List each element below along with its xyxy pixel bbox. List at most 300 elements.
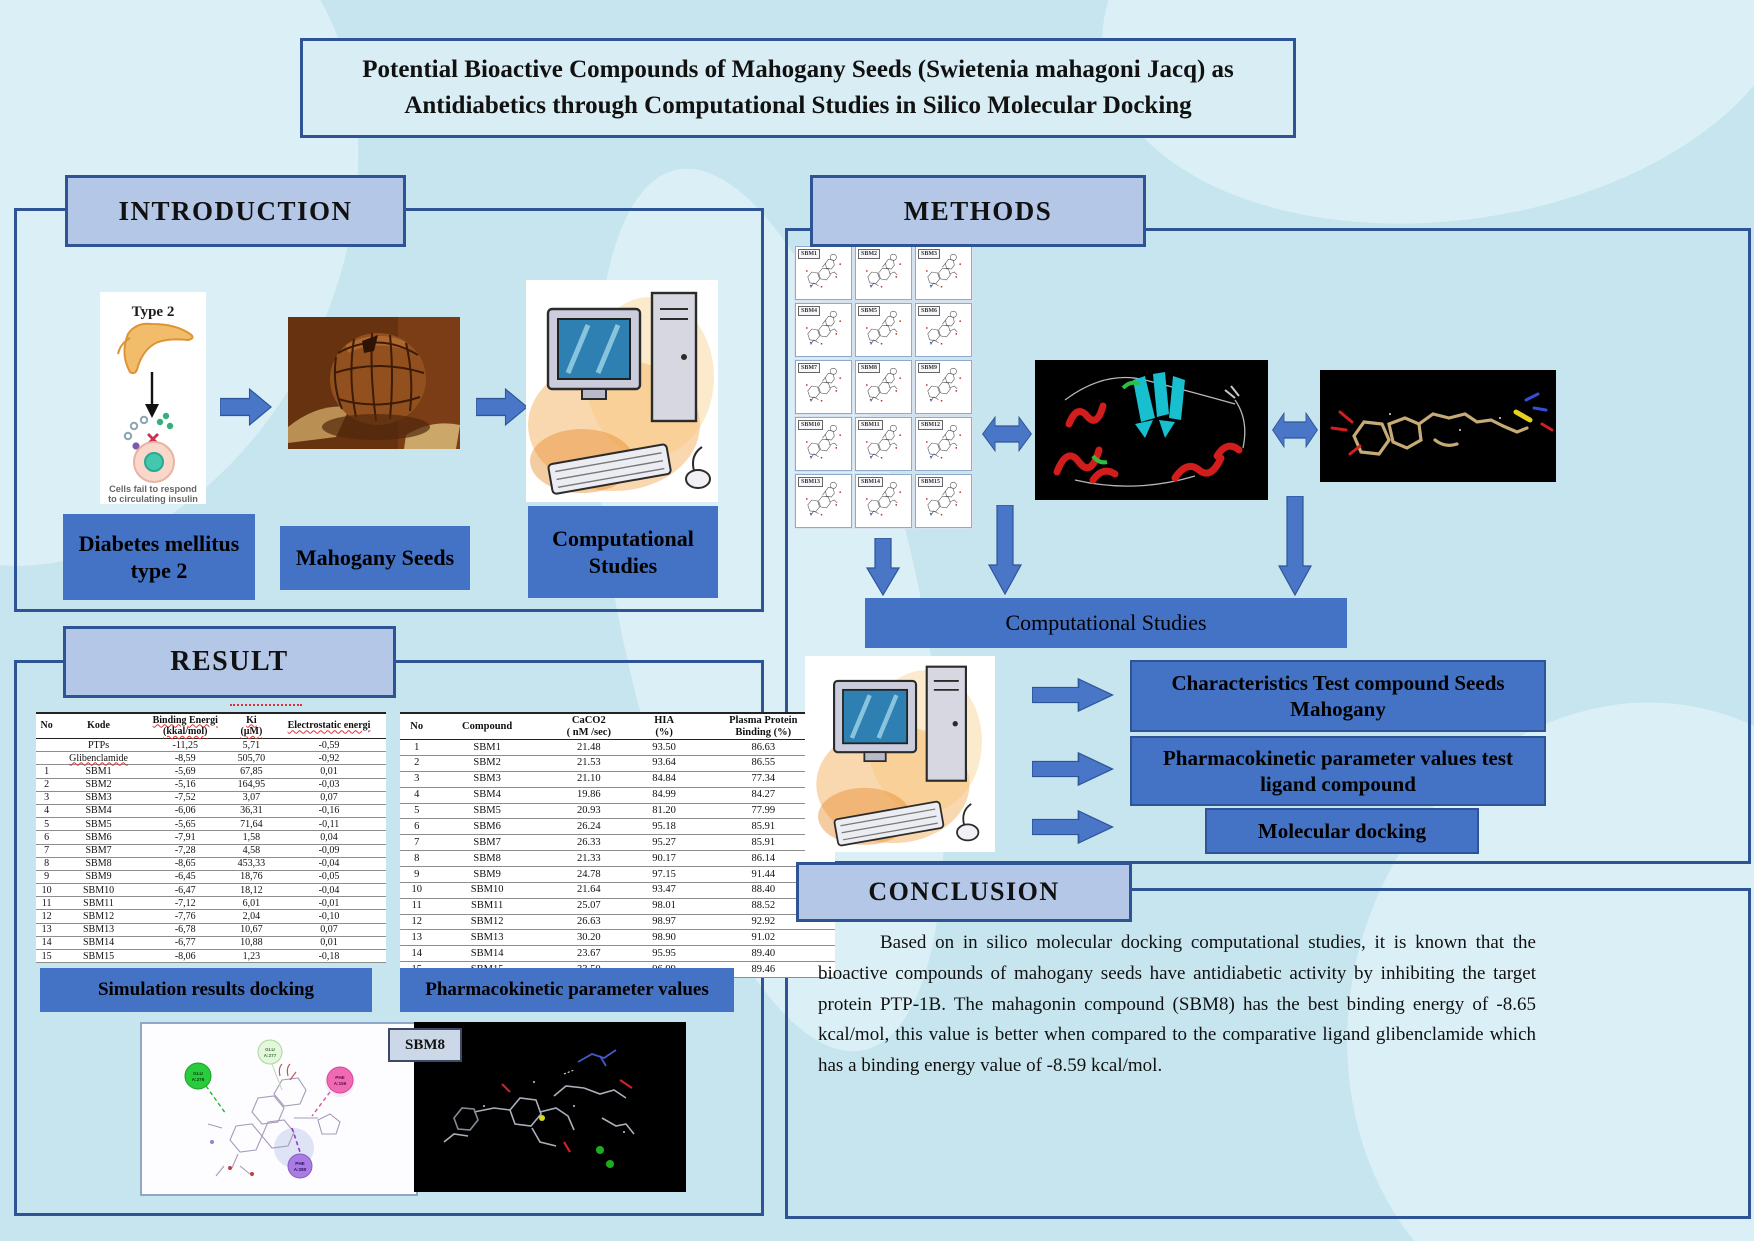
table-row xyxy=(400,787,835,803)
table-cell: SBM7 xyxy=(433,835,540,851)
table-cell: -0,05 xyxy=(272,870,386,883)
compound-thumbnail xyxy=(795,303,852,357)
table-cell: 3,07 xyxy=(231,791,272,804)
table-cell: SBM10 xyxy=(433,882,540,898)
type2-label: Type 2 xyxy=(131,304,175,320)
table-cell: 18,12 xyxy=(231,884,272,897)
table-cell: -8,06 xyxy=(140,950,231,963)
computational-studies-bar xyxy=(865,598,1347,648)
table-cell: SBM4 xyxy=(433,787,540,803)
residue-label: GLU xyxy=(265,1047,275,1052)
table-cell: 67,85 xyxy=(231,765,272,778)
table-cell: SBM12 xyxy=(57,910,139,923)
table-cell: 164,95 xyxy=(231,778,272,791)
table-row xyxy=(36,857,386,870)
table-cell: SBM2 xyxy=(433,755,540,771)
table-cell: 0,07 xyxy=(272,923,386,936)
table-cell: 14 xyxy=(400,946,433,962)
column-header: Compound xyxy=(433,713,540,740)
table-row xyxy=(36,884,386,897)
compound-label: SBM6 xyxy=(918,306,940,316)
arrow-right-icon xyxy=(1032,678,1114,712)
table-cell: 89.46 xyxy=(692,962,836,978)
table-cell: 8 xyxy=(400,851,433,867)
table-row xyxy=(36,897,386,910)
table-cell: 10 xyxy=(36,884,57,897)
table-cell: 13 xyxy=(36,923,57,936)
caption-computational-label: Computational Studies xyxy=(552,525,694,578)
compound-label: SBM11 xyxy=(858,420,883,430)
table-cell: 6,01 xyxy=(231,897,272,910)
table-cell: 0,01 xyxy=(272,765,386,778)
table-cell: 0,07 xyxy=(272,791,386,804)
compound-label: SBM9 xyxy=(918,363,940,373)
outcome-pharmacokinetic-label: Pharmacokinetic parameter values test ligand compound xyxy=(1162,745,1514,796)
table-cell: SBM1 xyxy=(433,740,540,756)
compound-label: SBM7 xyxy=(798,363,820,373)
table-cell: 91.44 xyxy=(692,867,836,883)
table-cell: SBM5 xyxy=(57,818,139,831)
table-cell xyxy=(36,739,57,752)
table-cell: 88.52 xyxy=(692,898,836,914)
outcome-box-pharmacokinetic xyxy=(1130,736,1546,806)
pharmacokinetic-table xyxy=(400,712,835,978)
table-cell: 92.92 xyxy=(692,914,836,930)
table-cell: 86.63 xyxy=(692,740,836,756)
residue-label: PHE xyxy=(335,1075,345,1080)
table-cell: 0,04 xyxy=(272,831,386,844)
table-cell: SBM14 xyxy=(57,936,139,949)
column-header: Electrostatic energi xyxy=(272,713,386,739)
table-cell: 21.64 xyxy=(541,882,637,898)
table-cell: 97.15 xyxy=(637,867,692,883)
table-cell: -0,11 xyxy=(272,818,386,831)
table-cell: 89.40 xyxy=(692,946,836,962)
poster-title xyxy=(300,38,1296,138)
table-cell: PTPs xyxy=(57,739,139,752)
sbm8-badge xyxy=(388,1028,462,1062)
table-cell: 91.02 xyxy=(692,930,836,946)
table-cell: SBM9 xyxy=(433,867,540,883)
column-header: HIA (%) xyxy=(637,713,692,740)
table-cell: -7,76 xyxy=(140,910,231,923)
table-cell: 21.33 xyxy=(541,851,637,867)
table-row xyxy=(400,835,835,851)
table-row xyxy=(400,946,835,962)
compound-label: SBM5 xyxy=(858,306,880,316)
residue-label: GLU xyxy=(193,1071,203,1076)
table-row xyxy=(36,831,386,844)
table-cell: 5 xyxy=(400,803,433,819)
table-cell: 23.67 xyxy=(541,946,637,962)
compound-label: SBM2 xyxy=(858,249,880,259)
review-mark-artifact xyxy=(230,704,302,706)
compound-thumbnail xyxy=(795,474,852,528)
introduction-header xyxy=(65,175,406,247)
table-cell: 77.99 xyxy=(692,803,836,819)
table-cell: 1 xyxy=(400,740,433,756)
interaction-2d-icon xyxy=(142,1024,416,1194)
table-cell xyxy=(36,752,57,765)
table-cell: -6,06 xyxy=(140,804,231,817)
arrow-right-icon xyxy=(1032,810,1114,844)
table-cell: 8 xyxy=(36,857,57,870)
table-cell: 25.07 xyxy=(541,898,637,914)
table-cell: -0,10 xyxy=(272,910,386,923)
table-cell: -0,59 xyxy=(272,739,386,752)
table-cell: 2 xyxy=(36,778,57,791)
table-cell: 1 xyxy=(36,765,57,778)
pancreas-caption-line1: Cells fail to respond xyxy=(109,484,197,494)
table-cell: 93.64 xyxy=(637,755,692,771)
compound-label: SBM1 xyxy=(798,249,820,259)
table-cell: -6,47 xyxy=(140,884,231,897)
table-cell: 81.20 xyxy=(637,803,692,819)
table-cell: SBM10 xyxy=(57,884,139,897)
introduction-header-label: INTRODUCTION xyxy=(118,195,353,226)
table-cell: SBM15 xyxy=(57,950,139,963)
table-cell: 13 xyxy=(400,930,433,946)
compound-label: SBM3 xyxy=(918,249,940,259)
conclusion-header xyxy=(796,862,1132,922)
arrow-right-icon xyxy=(220,388,272,426)
table-cell: SBM11 xyxy=(433,898,540,914)
table-cell: 93.47 xyxy=(637,882,692,898)
table-cell: -5,69 xyxy=(140,765,231,778)
table-cell: -0,09 xyxy=(272,844,386,857)
table-cell: SBM3 xyxy=(57,791,139,804)
residue-label: A:156 xyxy=(333,1081,347,1086)
table-row xyxy=(400,867,835,883)
table-cell: 88.40 xyxy=(692,882,836,898)
table-cell: -0,04 xyxy=(272,857,386,870)
table-cell: -0,01 xyxy=(272,897,386,910)
table-cell: 14 xyxy=(36,936,57,949)
table-cell: -8,59 xyxy=(140,752,231,765)
table-cell: 1,58 xyxy=(231,831,272,844)
residue-label: PHE xyxy=(295,1161,305,1166)
compound-thumbnail xyxy=(855,360,912,414)
ligand-sticks-icon xyxy=(1320,370,1556,482)
table-cell: 7 xyxy=(36,844,57,857)
table-row xyxy=(36,950,386,963)
ligand-interaction-diagram xyxy=(140,1022,418,1196)
compound-label: SBM10 xyxy=(798,420,823,430)
compound-thumbnail xyxy=(915,246,972,300)
arrow-double-horizontal-icon xyxy=(982,416,1032,452)
table-cell: 9 xyxy=(36,870,57,883)
table-cell: -8,65 xyxy=(140,857,231,870)
table-cell: 95.18 xyxy=(637,819,692,835)
table-header-row xyxy=(36,713,386,739)
table-row xyxy=(36,844,386,857)
table-row xyxy=(400,882,835,898)
table-cell: 98.90 xyxy=(637,930,692,946)
arrow-double-horizontal-icon xyxy=(1272,412,1318,448)
arrow-down-icon xyxy=(988,505,1022,595)
table-cell: 3 xyxy=(36,791,57,804)
table-cell: 12 xyxy=(36,910,57,923)
table-cell: 0,01 xyxy=(272,936,386,949)
result-header-label: RESULT xyxy=(170,646,289,677)
sbm8-badge-label: SBM8 xyxy=(404,1036,445,1053)
compound-label: SBM15 xyxy=(918,477,943,487)
table-cell: SBM13 xyxy=(433,930,540,946)
table-cell: 21.48 xyxy=(541,740,637,756)
table-cell: 6 xyxy=(400,819,433,835)
table-cell: SBM8 xyxy=(57,857,139,870)
table-cell: 26.63 xyxy=(541,914,637,930)
docking-results-table xyxy=(36,712,386,963)
table-cell: 1,23 xyxy=(231,950,272,963)
compound-label: SBM12 xyxy=(918,420,943,430)
outcome-characteristics-label: Characteristics Test compound Seeds Mahogany xyxy=(1171,670,1505,721)
table-cell: 86.55 xyxy=(692,755,836,771)
table-row xyxy=(400,771,835,787)
table-cell: SBM2 xyxy=(57,778,139,791)
arrow-right-icon xyxy=(476,388,528,426)
table-row xyxy=(400,740,835,756)
protein-ribbon-icon xyxy=(1035,360,1268,500)
table-cell: SBM6 xyxy=(433,819,540,835)
residue-label: A:277 xyxy=(263,1053,277,1058)
table-cell: 10 xyxy=(400,882,433,898)
table-cell: 9 xyxy=(400,867,433,883)
table-cell: 5 xyxy=(36,818,57,831)
caption-simulation-results xyxy=(40,968,372,1012)
table-row xyxy=(36,870,386,883)
table-cell: 15 xyxy=(36,950,57,963)
caption-diabetes xyxy=(63,514,255,600)
table-cell: -0,18 xyxy=(272,950,386,963)
table-header-row xyxy=(400,713,835,740)
table-cell: 4,58 xyxy=(231,844,272,857)
pancreas-illustration-icon xyxy=(100,292,206,504)
table-cell: 26.33 xyxy=(541,835,637,851)
methods-header xyxy=(810,175,1146,247)
table-row xyxy=(400,803,835,819)
table-cell: 6 xyxy=(36,831,57,844)
table-cell: -7,12 xyxy=(140,897,231,910)
table-row xyxy=(36,804,386,817)
caption-diabetes-label: Diabetes mellitus type 2 xyxy=(78,530,240,583)
table-cell: 11 xyxy=(400,898,433,914)
table-row xyxy=(36,791,386,804)
compound-thumbnail xyxy=(795,246,852,300)
table-cell: SBM1 xyxy=(57,765,139,778)
table-cell: 85.91 xyxy=(692,835,836,851)
column-header: Plasma Protein Binding (%) xyxy=(692,713,836,740)
table-cell: 11 xyxy=(36,897,57,910)
table-row xyxy=(36,739,386,752)
compound-label: SBM8 xyxy=(858,363,880,373)
compound-thumbnail xyxy=(795,417,852,471)
compound-thumbnail xyxy=(915,303,972,357)
compound-thumbnail xyxy=(855,417,912,471)
table-cell: 2,04 xyxy=(231,910,272,923)
table-cell: -5,16 xyxy=(140,778,231,791)
caption-computational xyxy=(528,506,718,598)
computer-icon xyxy=(805,656,995,852)
table-cell: 98.01 xyxy=(637,898,692,914)
table-cell: 5,71 xyxy=(231,739,272,752)
arrow-down-icon xyxy=(866,538,900,596)
table-cell: SBM4 xyxy=(57,804,139,817)
table-cell: SBM14 xyxy=(433,946,540,962)
table-cell: -0,03 xyxy=(272,778,386,791)
table-cell: 453,33 xyxy=(231,857,272,870)
table-cell: 98.97 xyxy=(637,914,692,930)
computational-studies-label: Computational Studies xyxy=(1005,610,1207,636)
ligand-structure-image xyxy=(1320,370,1556,482)
table-cell: 20.93 xyxy=(541,803,637,819)
table-cell: -6,78 xyxy=(140,923,231,936)
table-cell: -0,92 xyxy=(272,752,386,765)
table-cell: 77.34 xyxy=(692,771,836,787)
title-line-1: Potential Bioactive Compounds of Mahogany Seeds (Swietenia mahagoni Jacq) as xyxy=(362,55,1234,83)
diabetes-type2-illustration xyxy=(100,292,206,504)
residue-label: A:280 xyxy=(293,1167,307,1172)
caption-pharmacokinetic-label: Pharmacokinetic parameter values xyxy=(425,979,709,1001)
table-cell: 21.53 xyxy=(541,755,637,771)
compound-label: SBM4 xyxy=(798,306,820,316)
compound-thumbnail xyxy=(795,360,852,414)
result-header xyxy=(63,626,396,698)
outcome-box-characteristics xyxy=(1130,660,1546,732)
table-cell: SBM3 xyxy=(433,771,540,787)
compound-structure-grid xyxy=(795,246,975,528)
table-cell: -11,25 xyxy=(140,739,231,752)
compound-thumbnail xyxy=(855,303,912,357)
table-cell: SBM13 xyxy=(57,923,139,936)
table-cell: SBM8 xyxy=(433,851,540,867)
table-cell: SBM11 xyxy=(57,897,139,910)
table-cell: 505,70 xyxy=(231,752,272,765)
methods-header-label: METHODS xyxy=(903,195,1053,226)
table-cell: 2 xyxy=(400,755,433,771)
table-cell: Glibenclamide xyxy=(57,752,139,765)
protein-structure-image xyxy=(1035,360,1268,500)
computer-illustration xyxy=(526,280,718,502)
table-cell: 85.91 xyxy=(692,819,836,835)
table-row xyxy=(400,755,835,771)
compound-thumbnail xyxy=(855,474,912,528)
table-row xyxy=(400,819,835,835)
mahogany-seed-image-icon xyxy=(288,316,460,450)
table-cell: 95.27 xyxy=(637,835,692,851)
column-header: Ki (µM) xyxy=(231,713,272,739)
table-cell: 10,88 xyxy=(231,936,272,949)
residue-label: A:276 xyxy=(191,1077,205,1082)
table-cell: 86.14 xyxy=(692,851,836,867)
table-row xyxy=(400,851,835,867)
table-cell: 71,64 xyxy=(231,818,272,831)
outcome-docking-label: Molecular docking xyxy=(1257,818,1427,843)
table-cell: 84.27 xyxy=(692,787,836,803)
compound-thumbnail xyxy=(915,474,972,528)
table-cell: 4 xyxy=(400,787,433,803)
table-cell: -7,52 xyxy=(140,791,231,804)
outcome-box-molecular-docking xyxy=(1205,808,1479,854)
table-row xyxy=(400,930,835,946)
table-cell: 21.10 xyxy=(541,771,637,787)
compound-thumbnail xyxy=(855,246,912,300)
compound-thumbnail xyxy=(915,417,972,471)
table-row xyxy=(36,765,386,778)
column-header: Kode xyxy=(57,713,139,739)
conclusion-text: Based on in silico molecular docking computational studies, it is known that the bioactive compounds of mahogany seeds have antidiabetic activity by inhibiting the target protein PTP-1B. The mahagonin compound (SBM8) has the best binding energy of -8.65 kcal/mol, this value is better when compared to the comparative ligand glibenclamide which has a binding energy value of -8.59 kcal/mol. xyxy=(818,932,1536,1077)
table-cell: 30.20 xyxy=(541,930,637,946)
table-cell: 19.86 xyxy=(541,787,637,803)
table-row xyxy=(36,923,386,936)
arrow-right-icon xyxy=(1032,752,1114,786)
caption-pharmacokinetic xyxy=(400,968,734,1012)
table-cell: SBM12 xyxy=(433,914,540,930)
table-cell: 12 xyxy=(400,914,433,930)
table-row xyxy=(36,910,386,923)
computer-icon xyxy=(526,280,718,502)
table-cell: SBM9 xyxy=(57,870,139,883)
title-line-2: Antidiabetics through Computational Studies in Silico Molecular Docking xyxy=(404,92,1192,119)
table-cell: 90.17 xyxy=(637,851,692,867)
table-cell: -6,77 xyxy=(140,936,231,949)
computer-illustration xyxy=(805,656,995,852)
table-row xyxy=(36,818,386,831)
table-cell: 84.84 xyxy=(637,771,692,787)
table-row xyxy=(36,778,386,791)
table-row xyxy=(400,914,835,930)
table-cell: SBM7 xyxy=(57,844,139,857)
caption-mahogany-seeds xyxy=(280,526,470,590)
table-cell: 95.95 xyxy=(637,946,692,962)
table-cell: 3 xyxy=(400,771,433,787)
table-cell: 36,31 xyxy=(231,804,272,817)
table-row xyxy=(36,752,386,765)
table-cell: SBM6 xyxy=(57,831,139,844)
table-row xyxy=(400,898,835,914)
table-cell: 10,67 xyxy=(231,923,272,936)
compound-label: SBM14 xyxy=(858,477,883,487)
column-header: Binding Energi (kkal/mol) xyxy=(140,713,231,739)
arrow-down-icon xyxy=(1278,496,1312,596)
column-header: No xyxy=(36,713,57,739)
table-cell: 93.50 xyxy=(637,740,692,756)
table-cell: 24.78 xyxy=(541,867,637,883)
pancreas-caption-line2: to circulating insulin xyxy=(108,494,198,504)
table-cell: 26.24 xyxy=(541,819,637,835)
column-header: No xyxy=(400,713,433,740)
table-cell: -0,16 xyxy=(272,804,386,817)
conclusion-header-label: CONCLUSION xyxy=(868,877,1060,906)
table-cell: -5,65 xyxy=(140,818,231,831)
table-cell: 18,76 xyxy=(231,870,272,883)
compound-label: SBM13 xyxy=(798,477,823,487)
table-cell: -6,45 xyxy=(140,870,231,883)
table-cell: -0,04 xyxy=(272,884,386,897)
caption-simulation-label: Simulation results docking xyxy=(97,979,315,1001)
mahogany-seed-photo xyxy=(288,316,460,450)
table-cell: 4 xyxy=(36,804,57,817)
caption-mahogany-label: Mahogany Seeds xyxy=(295,545,455,571)
column-header: CaCO2 ( nM /sec) xyxy=(541,713,637,740)
table-cell: SBM5 xyxy=(433,803,540,819)
table-cell: 7 xyxy=(400,835,433,851)
compound-thumbnail xyxy=(915,360,972,414)
table-row xyxy=(36,936,386,949)
table-cell: -7,91 xyxy=(140,831,231,844)
table-cell: 84.99 xyxy=(637,787,692,803)
table-cell: -7,28 xyxy=(140,844,231,857)
